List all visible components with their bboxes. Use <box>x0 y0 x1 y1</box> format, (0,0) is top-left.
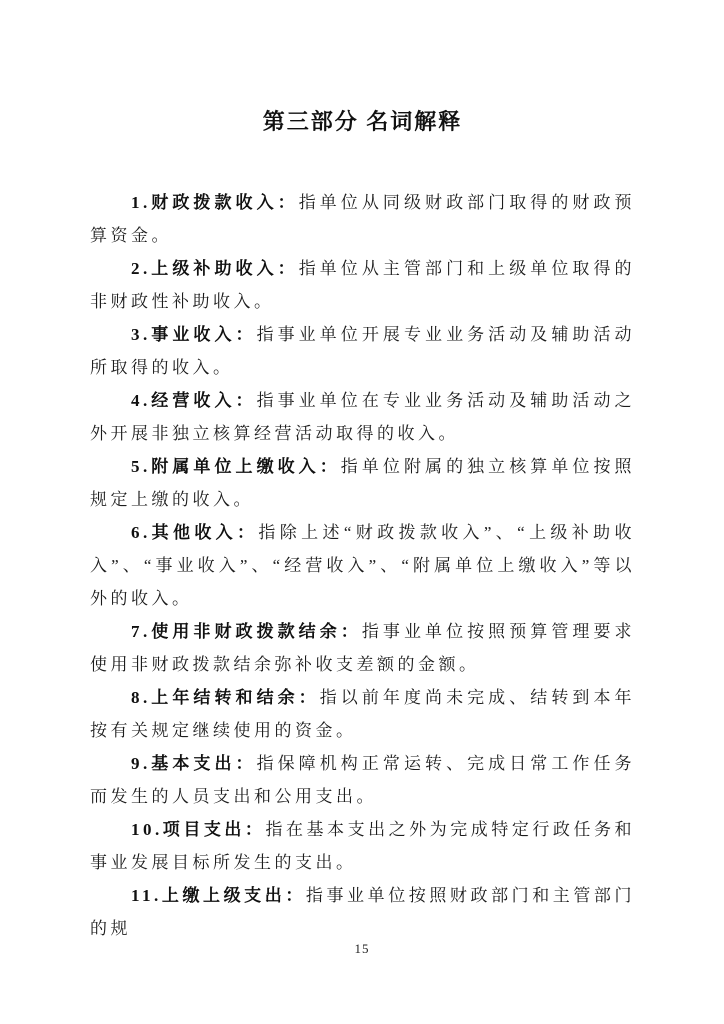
term-definition: 指事业单位按照预算管理要求使用非财政拨款结余弥补收支差额的金额。 <box>90 622 636 674</box>
glossary-item-7 <box>90 615 635 681</box>
term-name: 基本支出： <box>150 754 257 773</box>
term-number: 11. <box>131 886 162 905</box>
term-definition: 指单位从同级财政部门取得的财政预算资金。 <box>90 193 636 245</box>
term-number: 3. <box>131 325 151 344</box>
glossary-item-6 <box>90 516 635 615</box>
glossary-item-9 <box>90 747 635 813</box>
page-content <box>90 104 635 945</box>
glossary-item-8 <box>90 681 635 747</box>
term-name: 经营收入： <box>150 391 257 410</box>
glossary-item-3 <box>90 318 635 384</box>
term-number: 9. <box>131 754 151 773</box>
term-definition: 指事业单位在专业业务活动及辅助活动之外开展非独立核算经营活动取得的收入。 <box>90 391 636 443</box>
term-name: 其他收入： <box>150 523 259 542</box>
term-number: 10. <box>131 820 163 839</box>
glossary-item-2 <box>90 252 635 318</box>
glossary-item-1 <box>90 186 635 252</box>
term-name: 财政拨款收入： <box>150 193 299 212</box>
term-name: 上缴上级支出： <box>161 886 306 905</box>
term-name: 使用非财政拨款结余： <box>150 622 362 641</box>
term-name: 上级补助收入： <box>150 259 299 278</box>
term-number: 1. <box>131 193 151 212</box>
term-definition: 指单位附属的独立核算单位按照规定上缴的收入。 <box>90 457 636 509</box>
term-number: 4. <box>131 391 151 410</box>
term-number: 6. <box>131 523 151 542</box>
glossary-item-4 <box>90 384 635 450</box>
page-number: 15 <box>354 941 370 956</box>
term-number: 7. <box>131 622 151 641</box>
term-definition: 指单位从主管部门和上级单位取得的非财政性补助收入。 <box>90 259 636 311</box>
glossary-item-10 <box>90 813 635 879</box>
term-name: 项目支出： <box>162 820 266 839</box>
term-number: 8. <box>131 688 151 707</box>
glossary-item-11 <box>90 879 635 945</box>
term-number: 2. <box>131 259 151 278</box>
term-definition: 指事业单位按照财政部门和主管部门的规 <box>90 886 636 938</box>
term-definition: 指除上述“财政拨款收入”、“上级补助收入”、“事业收入”、“经营收入”、“附属单位上缴收入”等以外的收入。 <box>90 523 635 608</box>
glossary-item-5 <box>90 450 635 516</box>
term-name: 附属单位上缴收入： <box>150 457 341 476</box>
term-definition: 指事业单位开展专业业务活动及辅助活动所取得的收入。 <box>90 325 636 377</box>
term-number: 5. <box>131 457 151 476</box>
term-definition: 指在基本支出之外为完成特定行政任务和事业发展目标所发生的支出。 <box>90 820 636 872</box>
term-name: 事业收入： <box>150 325 257 344</box>
term-definition: 指保障机构正常运转、完成日常工作任务而发生的人员支出和公用支出。 <box>90 754 636 806</box>
page-title: 第三部分 名词解释 <box>262 109 463 134</box>
term-definition: 指以前年度尚未完成、结转到本年按有关规定继续使用的资金。 <box>90 688 636 740</box>
term-name: 上年结转和结余： <box>150 688 320 707</box>
